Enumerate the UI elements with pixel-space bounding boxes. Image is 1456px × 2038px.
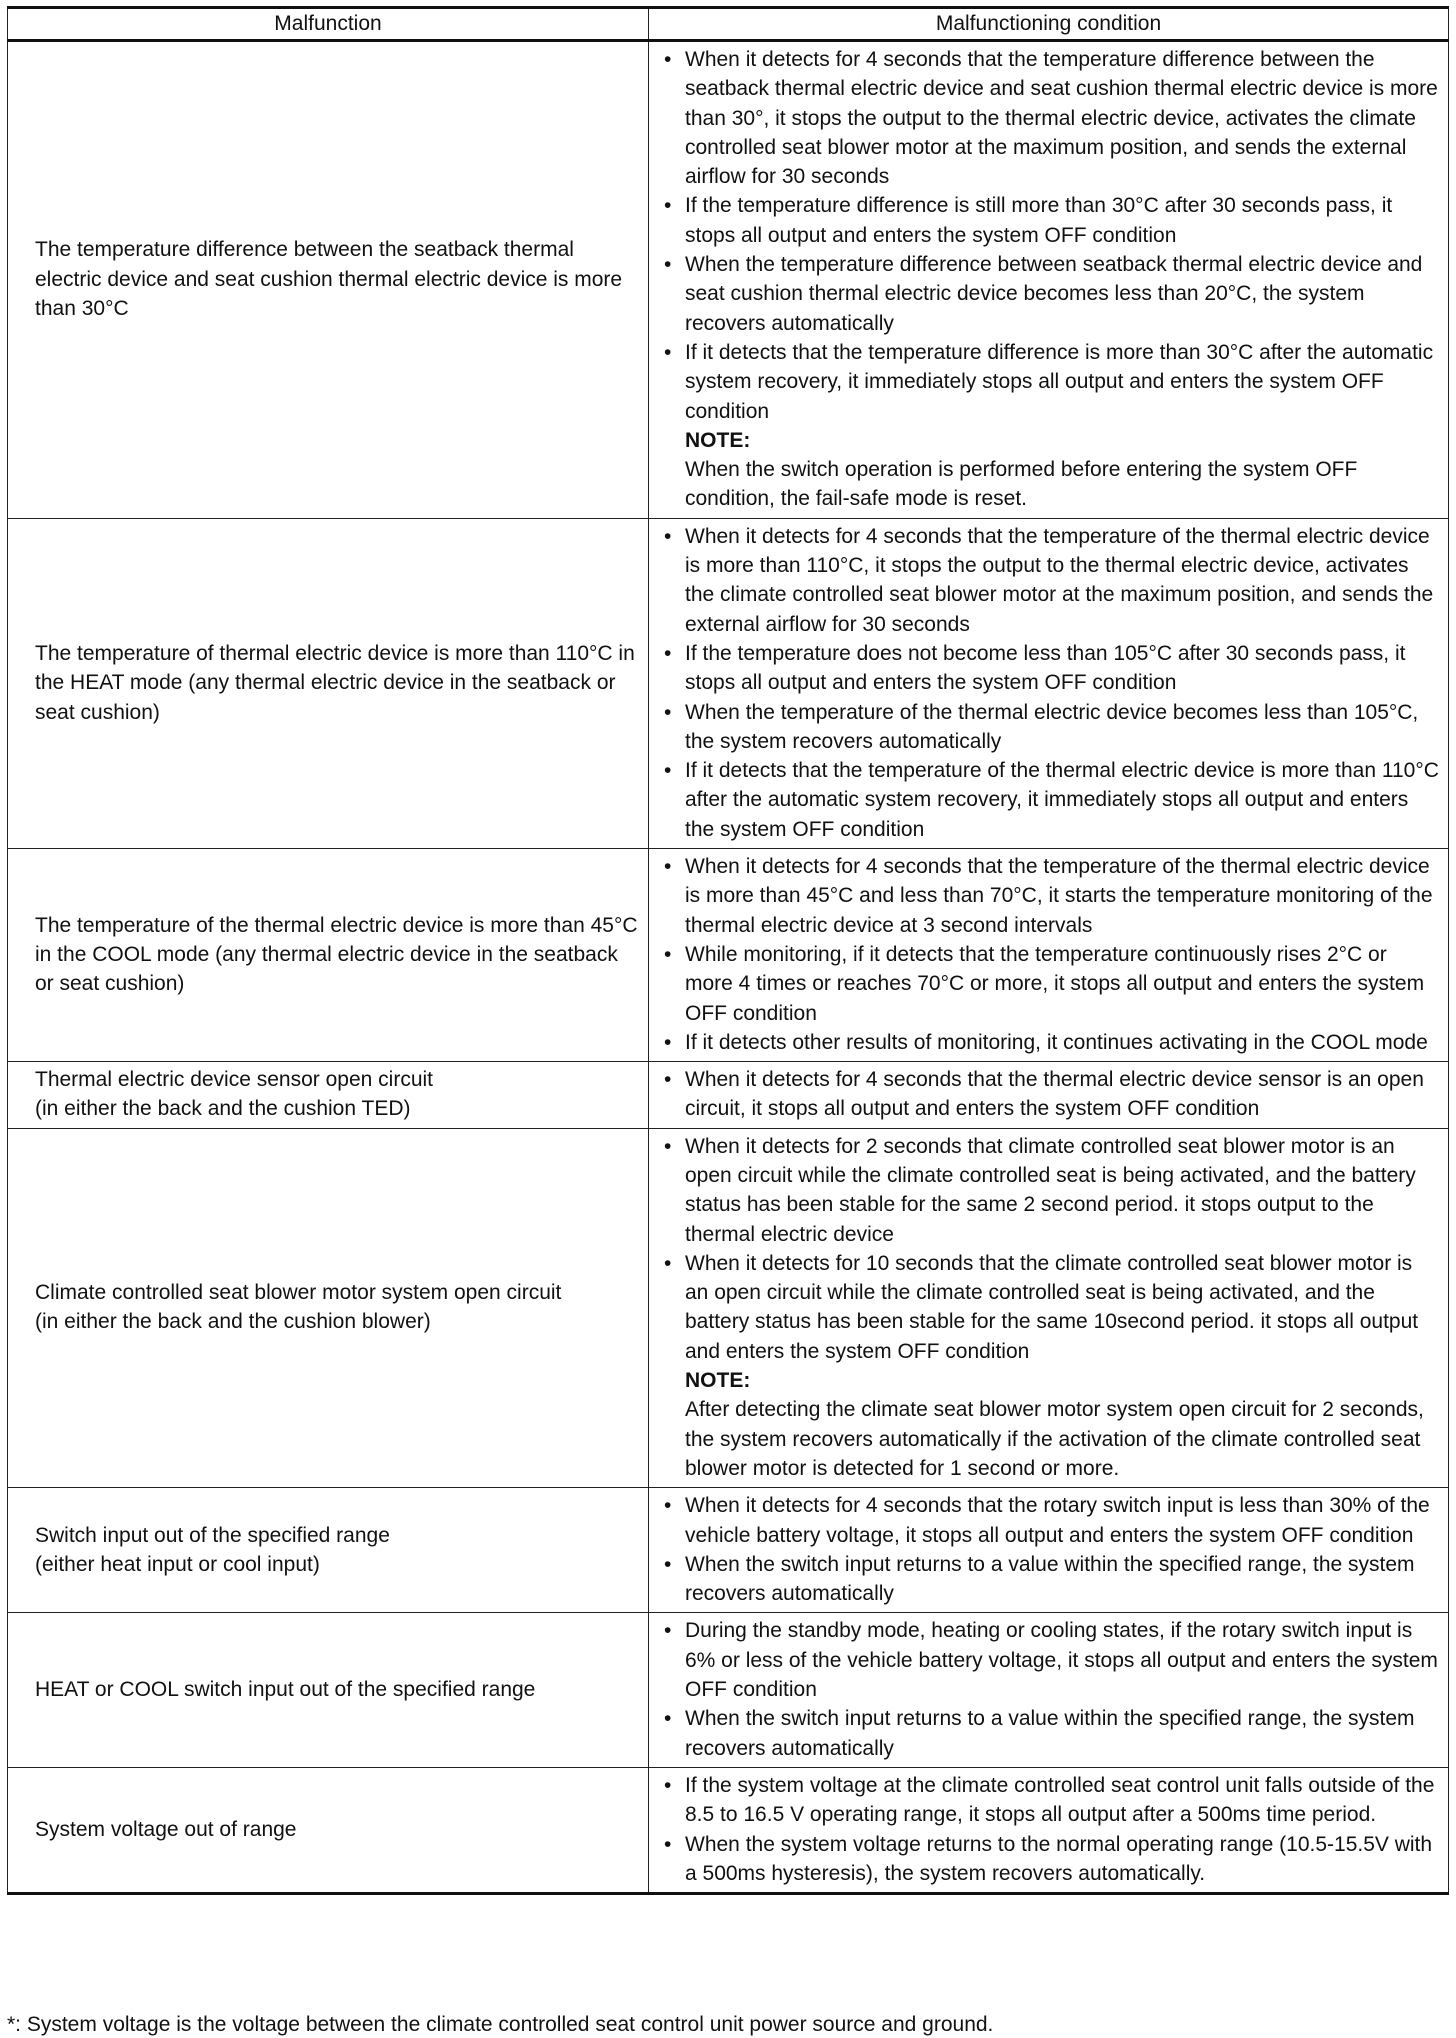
note-block [661, 1366, 1440, 1483]
condition-cell [649, 518, 1449, 848]
condition-item: • When the switch input returns to a value within the specified range, the system recovers automatically [661, 1550, 1440, 1609]
condition-item: • When the system voltage returns to the normal operating range (10.5-15.5V with a 500ms hysteresis), the system recovers automatically. [661, 1830, 1440, 1889]
condition-cell [649, 41, 1449, 519]
condition-cell [649, 1767, 1449, 1893]
malfunction-line: (either heat input or cool input) [35, 1552, 320, 1576]
condition-item: • When it detects for 4 seconds that the rotary switch input is less than 30% of the vehicle battery voltage, it stops all output and enters the system OFF condition [661, 1491, 1440, 1550]
malfunction-cell [8, 849, 649, 1062]
condition-item: • If it detects that the temperature of the thermal electric device is more than 110°C after the automatic system recovery, it immediately stops all output and enters the system OFF condition [661, 756, 1440, 844]
condition-item: • When it detects for 4 seconds that the thermal electric device sensor is an open circuit, it stops all output and enters the system OFF condition [661, 1065, 1440, 1124]
malfunction-line: Climate controlled seat blower motor system open circuit [35, 1281, 562, 1305]
table-row [8, 518, 1449, 848]
condition-list [661, 45, 1440, 426]
condition-item: • When it detects for 10 seconds that the climate controlled seat blower motor is an open circuit while the climate controlled seat is being activated, and the battery status has been stable for the same 10second period. it stops all output and enters the system OFF condition [661, 1249, 1440, 1366]
condition-item: • If the system voltage at the climate controlled seat control unit falls outside of the 8.5 to 16.5 V operating range, it stops all output after a 500ms time period. [661, 1771, 1440, 1830]
condition-item: • When it detects for 2 seconds that climate controlled seat blower motor is an open circuit while the climate controlled seat is being activated, and the battery status has been stable for the same 2 second period. it stops output to the thermal electric device [661, 1132, 1440, 1249]
condition-item: • If the temperature difference is still more than 30°C after 30 seconds pass, it stops all output and enters the system OFF condition [661, 191, 1440, 250]
table-row [8, 1613, 1449, 1767]
fail-safe-table [7, 6, 1449, 1895]
note-label: NOTE: [685, 428, 751, 452]
table-row [8, 849, 1449, 1062]
malfunction-cell [8, 518, 649, 848]
condition-item: • While monitoring, if it detects that the temperature continuously rises 2°C or more 4 times or reaches 70°C or more, it stops all output and enters the system OFF condition [661, 940, 1440, 1028]
condition-cell [649, 1062, 1449, 1129]
malfunction-cell [8, 41, 649, 519]
condition-list [661, 1132, 1440, 1366]
condition-item: • When the temperature difference between seatback thermal electric device and seat cushion thermal electric device becomes less than 20°C, the system recovers automatically [661, 250, 1440, 338]
note-text: After detecting the climate seat blower motor system open circuit for 2 seconds, the system recovers automatically if the activation of the climate controlled seat blower motor is detected for 1 second or more. [685, 1398, 1424, 1480]
condition-list [661, 1771, 1440, 1888]
footnote: *: System voltage is the voltage between the climate controlled seat control unit power source and ground. [7, 2013, 994, 2036]
malfunction-text: HEAT or COOL switch input out of the specified range [35, 1678, 536, 1702]
malfunction-cell [8, 1062, 649, 1129]
note-label: NOTE: [685, 1369, 751, 1393]
malfunction-text: The temperature difference between the seatback thermal electric device and seat cushion thermal electric device is more than 30°C [35, 238, 623, 321]
condition-list [661, 1616, 1440, 1762]
condition-item: • If it detects other results of monitoring, it continues activating in the COOL mode [661, 1028, 1440, 1057]
malfunction-cell [8, 1128, 649, 1488]
condition-item: • When it detects for 4 seconds that the temperature of the thermal electric device is more than 45°C and less than 70°C, it starts the temperature monitoring of the thermal electric device at 3 second intervals [661, 852, 1440, 940]
condition-item: • When the temperature of the thermal electric device becomes less than 105°C, the system recovers automatically [661, 698, 1440, 757]
condition-item: • When it detects for 4 seconds that the temperature difference between the seatback thermal electric device and seat cushion thermal electric device is more than 30°, it stops the output to the thermal electric device, activates the climate controlled seat blower motor at the maximum position, and sends the external airflow for 30 seconds [661, 45, 1440, 191]
table-row [8, 1767, 1449, 1893]
table-row [8, 1062, 1449, 1129]
malfunction-cell [8, 1613, 649, 1767]
note-block [661, 426, 1440, 514]
condition-cell [649, 849, 1449, 1062]
table-row [8, 41, 1449, 519]
condition-list [661, 1065, 1440, 1124]
condition-list [661, 522, 1440, 844]
condition-item: • During the standby mode, heating or cooling states, if the rotary switch input is 6% or less of the vehicle battery voltage, it stops all output and enters the system OFF condition [661, 1616, 1440, 1704]
table-row [8, 1488, 1449, 1613]
condition-item: • If the temperature does not become less than 105°C after 30 seconds pass, it stops all output and enters the system OFF condition [661, 639, 1440, 698]
header-malfunction: Malfunction [8, 8, 649, 41]
condition-item: • If it detects that the temperature difference is more than 30°C after the automatic system recovery, it immediately stops all output and enters the system OFF condition [661, 338, 1440, 426]
malfunction-text: The temperature of the thermal electric device is more than 45°C in the COOL mode (any thermal electric device in the seatback or seat cushion) [35, 913, 638, 996]
table-header-row [8, 8, 1449, 41]
malfunction-line: Switch input out of the specified range [35, 1523, 390, 1547]
condition-item: • When the switch input returns to a value within the specified range, the system recovers automatically [661, 1704, 1440, 1763]
malfunction-text: System voltage out of range [35, 1817, 297, 1841]
malfunction-cell [8, 1488, 649, 1613]
condition-list [661, 852, 1440, 1057]
note-text: When the switch operation is performed before entering the system OFF condition, the fail-safe mode is reset. [685, 458, 1358, 511]
condition-list [661, 1491, 1440, 1608]
condition-cell [649, 1128, 1449, 1488]
header-malfunctioning-condition: Malfunctioning condition [649, 8, 1449, 41]
condition-cell [649, 1488, 1449, 1613]
table-row [8, 1128, 1449, 1488]
malfunction-text: The temperature of thermal electric device is more than 110°C in the HEAT mode (any thermal electric device in the seatback or seat cushion) [35, 641, 635, 724]
malfunction-line: (in either the back and the cushion blower) [35, 1310, 431, 1334]
malfunction-line: Thermal electric device sensor open circuit [35, 1068, 433, 1092]
malfunction-cell [8, 1767, 649, 1893]
malfunction-line: (in either the back and the cushion TED) [35, 1097, 411, 1121]
condition-cell [649, 1613, 1449, 1767]
condition-item: • When it detects for 4 seconds that the temperature of the thermal electric device is more than 110°C, it stops the output to the thermal electric device, activates the climate controlled seat blower motor at the maximum position, and sends the external airflow for 30 seconds [661, 522, 1440, 639]
